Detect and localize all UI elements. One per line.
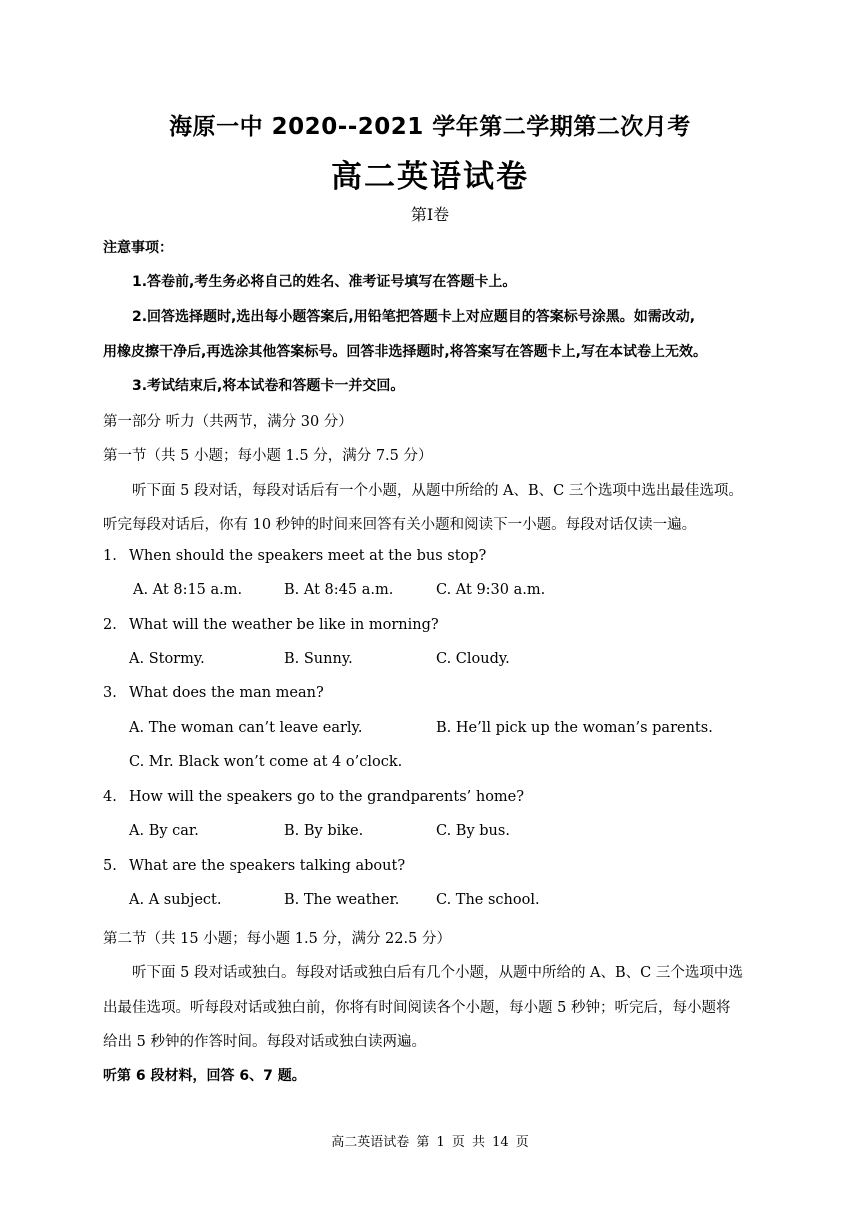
option-b: B. At 8:45 a.m. bbox=[284, 582, 394, 598]
option-a: A. Stormy. bbox=[129, 651, 205, 667]
section2-intro-line-1: 听下面 5 段对话或独白。每段对话或独白后有几个小题，从题中所给的 A、B、C 三个选项中选 bbox=[132, 965, 743, 981]
option-c: C. Mr. Black won’t come at 4 o’clock. bbox=[129, 754, 403, 770]
notice-heading: 注意事项： bbox=[103, 240, 173, 256]
question-text: How will the speakers go to the grandparents’ home? bbox=[129, 789, 525, 805]
section2-intro-line-2: 出最佳选项。听每段对话或独白前，你将有时间阅读各个小题，每小题 5 秒钟；听完后，每小题将 bbox=[103, 1000, 731, 1016]
section1-intro-line-1: 听下面 5 段对话，每段对话后有一个小题，从题中所给的 A、B、C 三个选项中选出最佳选项。 bbox=[132, 483, 743, 499]
volume-label: 第Ⅰ卷 bbox=[410, 205, 450, 224]
option-a: A. At 8:15 a.m. bbox=[133, 582, 243, 598]
option-c: C. By bus. bbox=[436, 823, 510, 839]
question-text: What does the man mean? bbox=[129, 685, 324, 701]
option-b: B. By bike. bbox=[284, 823, 364, 839]
question-number: 4. bbox=[103, 789, 117, 805]
notice-item-2-line-1: 2.回答选择题时,选出每小题答案后,用铅笔把答题卡上对应题目的答案标号涂黑。如需改动, bbox=[132, 309, 696, 325]
notice-item-2-line-2: 用橡皮擦干净后,再选涂其他答案标号。回答非选择题时,将答案写在答题卡上,写在本试卷上无效。 bbox=[103, 344, 707, 360]
option-a: A. By car. bbox=[129, 823, 199, 839]
section1-intro-line-2: 听完每段对话后，你有 10 秒钟的时间来回答有关小题和阅读下一小题。每段对话仅读一遍。 bbox=[103, 517, 697, 533]
material-instruction: 听第 6 段材料，回答 6、7 题。 bbox=[103, 1068, 306, 1084]
page-footer: 高二英语试卷 第 1 页 共 14 页 bbox=[331, 1135, 529, 1150]
question-text: What are the speakers talking about? bbox=[129, 858, 406, 874]
option-c: C. The school. bbox=[436, 892, 540, 908]
notice-item-3: 3.考试结束后,将本试卷和答题卡一并交回。 bbox=[132, 378, 405, 394]
option-b: B. The weather. bbox=[284, 892, 400, 908]
option-a: A. The woman can’t leave early. bbox=[129, 720, 363, 736]
option-a: A. A subject. bbox=[129, 892, 222, 908]
question-number: 1. bbox=[103, 548, 117, 564]
part1-heading: 第一部分 听力（共两节，满分 30 分） bbox=[103, 414, 353, 430]
notice-item-1: 1.答卷前,考生务必将自己的姓名、准考证号填写在答题卡上。 bbox=[132, 274, 517, 290]
option-c: C. At 9:30 a.m. bbox=[436, 582, 546, 598]
exam-subtitle: 高二英语试卷 bbox=[331, 159, 529, 195]
option-c: C. Cloudy. bbox=[436, 651, 510, 667]
question-number: 3. bbox=[103, 685, 117, 701]
section2-intro-line-3: 给出 5 秒钟的作答时间。每段对话或独白读两遍。 bbox=[103, 1034, 426, 1050]
question-number: 2. bbox=[103, 617, 117, 633]
section1-heading: 第一节（共 5 小题；每小题 1.5 分，满分 7.5 分） bbox=[103, 448, 433, 464]
section2-heading: 第二节（共 15 小题；每小题 1.5 分，满分 22.5 分） bbox=[103, 931, 451, 947]
option-b: B. He’ll pick up the woman’s parents. bbox=[436, 720, 713, 736]
question-text: When should the speakers meet at the bus stop? bbox=[129, 548, 487, 564]
option-b: B. Sunny. bbox=[284, 651, 353, 667]
exam-title: 海原一中 2020--2021 学年第二学期第二次月考 bbox=[169, 114, 691, 140]
question-number: 5. bbox=[103, 858, 117, 874]
question-text: What will the weather be like in morning? bbox=[129, 617, 439, 633]
